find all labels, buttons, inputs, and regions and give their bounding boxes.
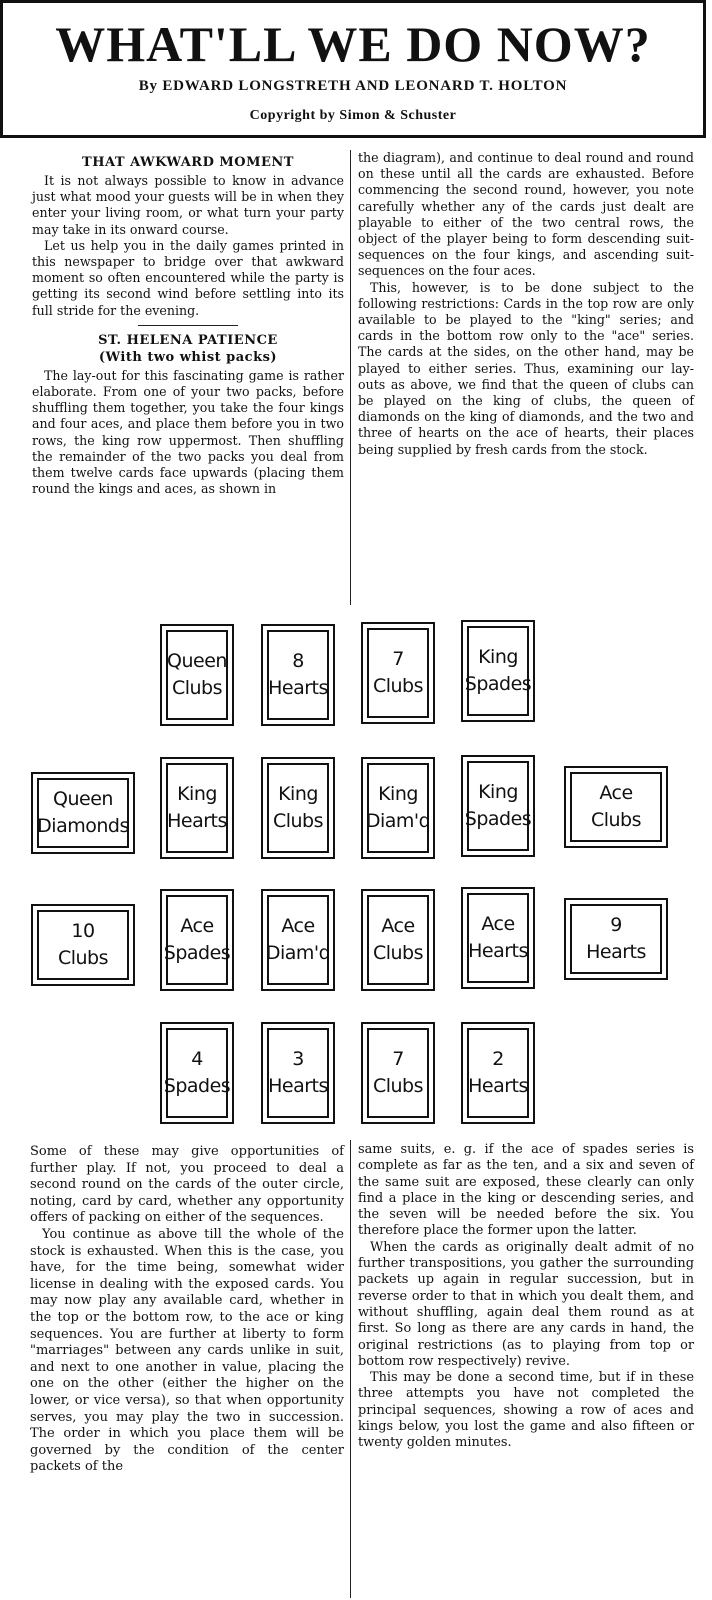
playing-card	[564, 898, 668, 980]
card-suit: Diam'd	[365, 810, 431, 832]
playing-card	[461, 620, 535, 722]
card-rank: Queen	[53, 788, 113, 810]
heading-divider	[138, 325, 238, 326]
playing-card	[261, 1022, 335, 1124]
playing-card	[361, 1022, 435, 1124]
playing-card	[461, 1022, 535, 1124]
card-suit: Spades	[464, 808, 532, 830]
card-rank: 7	[392, 648, 404, 670]
card-rank: King	[478, 646, 518, 668]
paragraph: When the cards as originally dealt admit of no further transpositions, you gather the surrounding packets up again in regular succession, but in reverse order to that in which you dealt them, and without shuffling, again deal them round as at first. So long as there are any cards in hand, the original restrictions (as to playing from top or bottom row respectively) revive.	[358, 1239, 694, 1369]
playing-card	[261, 757, 335, 859]
card-rank: 8	[292, 650, 304, 672]
card-suit: Clubs	[372, 1075, 424, 1097]
paragraph: The lay-out for this fascinating game is rather elaborate. From one of your two packs, before shuffling them together, you take the four kings and four aces, and place them before you in two rows, the king row uppermost. Then shuffling the remainder of the two packs you deal from them twelve cards face upwards (placing them round the kings and aces, as shown in	[32, 367, 344, 497]
paragraph: the diagram), and continue to deal round and round on these until all the cards are exhausted. Before commencing the second round, however, you note carefully whether any of the cards just dealt are playable to either of the two central rows, the object of the player being to form descending suit-sequences on the four kings, and ascending suit-sequences on the four aces.	[358, 150, 694, 279]
card-suit: Diamonds	[37, 815, 129, 837]
paragraph: This may be done a second time, but if in these three attempts you have not completed the principal sequences, showing a row of aces and kings below, you lost the game and also fifteen or twenty golden minutes.	[358, 1370, 694, 1451]
card-suit: Hearts	[468, 1075, 528, 1097]
column-top-left	[32, 154, 344, 497]
playing-card	[261, 889, 335, 991]
playing-card	[160, 1022, 234, 1124]
section-heading-awkward-moment: THAT AWKWARD MOMENT	[82, 155, 294, 170]
card-rank: 2	[492, 1048, 504, 1070]
card-suit: Clubs	[57, 947, 109, 969]
playing-card	[461, 887, 535, 989]
column-bottom-right	[358, 1142, 694, 1452]
paragraph: This, however, is to be done subject to the following restrictions: Cards in the top row are only available to be played to the "king" series; and cards in the bottom row only to the "ace" series. The cards at the sides, on the other hand, may be played to either series. Thus, examining our lay-outs as above, we find that the queen of clubs can be played on the king of clubs, the queen of diamonds on the king of diamonds, and the two and three of hearts on the ace of hearts, their places being supplied by fresh cards from the stock.	[358, 279, 694, 457]
playing-card	[361, 757, 435, 859]
card-suit: Clubs	[171, 677, 223, 699]
card-rank: King	[278, 783, 318, 805]
card-rank: 9	[610, 914, 622, 936]
card-rank: 3	[292, 1048, 304, 1070]
section-heading-st-helena: ST. HELENA PATIENCE	[98, 332, 278, 348]
article-title: WHAT'LL WE DO NOW?	[55, 16, 651, 72]
playing-card	[261, 624, 335, 726]
card-rank: Ace	[381, 915, 415, 937]
card-suit: Clubs	[590, 809, 642, 831]
card-suit: Clubs	[372, 942, 424, 964]
column-rule-bottom	[350, 1140, 351, 1598]
card-rank: King	[478, 781, 518, 803]
card-rank: Ace	[180, 915, 214, 937]
paragraph: Some of these may give opportunities of further play. If not, you proceed to deal a second round on the cards of the outer circle, noting, card by card, whether any opportunity offers of packing on either of the sequences.	[30, 1144, 344, 1226]
card-suit: Diam'd	[265, 942, 331, 964]
card-suit: Hearts	[167, 810, 227, 832]
copyright-line: Copyright by Simon & Schuster	[249, 108, 457, 123]
card-suit: Clubs	[372, 675, 424, 697]
section-subheading: (With two whist packs)	[98, 349, 278, 365]
card-suit: Spades	[163, 1075, 231, 1097]
card-rank: 10	[71, 920, 95, 942]
playing-card	[160, 757, 234, 859]
playing-card	[564, 766, 668, 848]
card-rank: 7	[392, 1048, 404, 1070]
playing-card	[461, 755, 535, 857]
card-suit: Clubs	[272, 810, 324, 832]
card-rank: Ace	[599, 782, 633, 804]
playing-card	[160, 889, 234, 991]
card-rank: Ace	[281, 915, 315, 937]
playing-card	[160, 624, 234, 726]
card-suit: Hearts	[586, 941, 646, 963]
card-suit: Spades	[163, 942, 231, 964]
card-suit: Hearts	[268, 1075, 328, 1097]
card-rank: Ace	[481, 913, 515, 935]
card-rank: King	[378, 783, 418, 805]
byline: By EDWARD LONGSTRETH AND LEONARD T. HOLTON	[138, 78, 568, 94]
playing-card	[31, 904, 135, 986]
playing-card	[31, 772, 135, 854]
card-rank: King	[177, 783, 217, 805]
playing-card	[361, 889, 435, 991]
header-box	[0, 0, 706, 138]
card-rank: Queen	[167, 650, 227, 672]
paragraph: same suits, e. g. if the ace of spades series is complete as far as the ten, and a six and seven of the same suit are exposed, these clearly can only find a place in the king or descending series, and the seven will be needed before the six. You therefore place the former upon the latter.	[358, 1142, 694, 1239]
column-top-right	[358, 150, 694, 458]
column-rule-top	[350, 150, 351, 605]
paragraph: It is not always possible to know in advance just what mood your guests will be in when they enter your living room, or what turn your party may take in its onward course.	[32, 173, 344, 237]
card-rank: 4	[191, 1048, 203, 1070]
paragraph: Let us help you in the daily games printed in this newspaper to bridge over that awkward moment so often encountered while the party is getting its second wind before settling into its full stride for the evening.	[32, 237, 344, 318]
column-bottom-left	[30, 1144, 344, 1476]
playing-card	[361, 622, 435, 724]
card-suit: Spades	[464, 673, 532, 695]
card-suit: Hearts	[468, 940, 528, 962]
paragraph: You continue as above till the whole of the stock is exhausted. When this is the case, you have, for the time being, somewhat wider license in dealing with the exposed cards. You may now play any available card, whether in the top or the bottom row, to the ace or king sequences. You are further at liberty to form "marriages" between any cards unlike in suit, and next to one another in value, placing the one on the other (either the higher on the lower, or vice versa), so that when opportunity serves, you may play the two in succession. The order in which you place them will be governed by the condition of the center packets of the	[30, 1226, 344, 1475]
card-suit: Hearts	[268, 677, 328, 699]
